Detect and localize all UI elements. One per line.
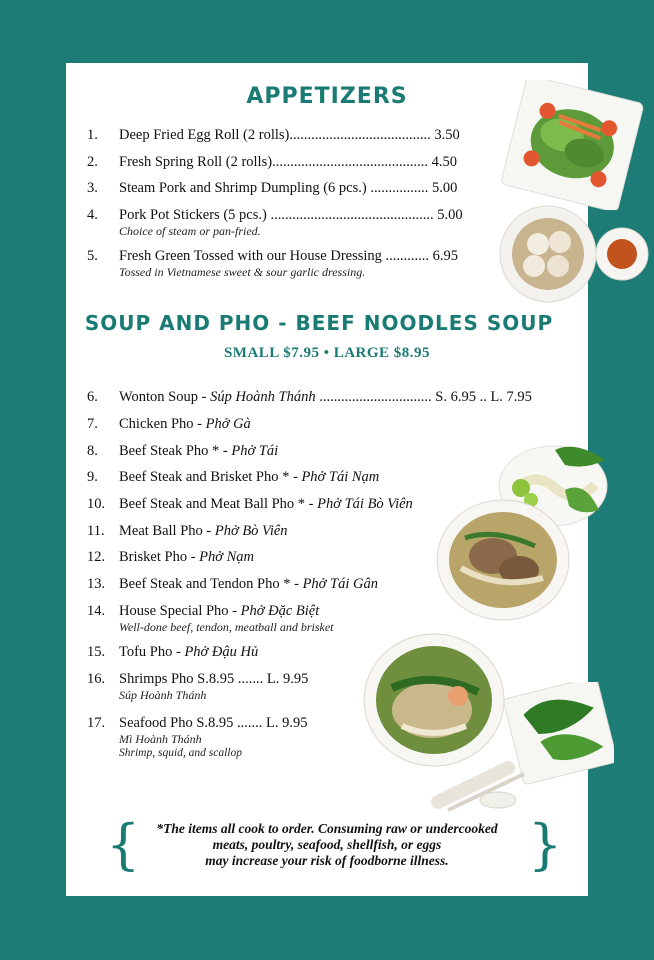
disclaimer-line: may increase your risk of foodborne illness. xyxy=(205,853,449,868)
item-leader: ............ xyxy=(385,248,430,264)
item-number: 13. xyxy=(87,576,106,592)
item-name: Tofu Pho - xyxy=(119,644,185,660)
item-number: 2. xyxy=(87,154,98,170)
appetizers-heading: APPETIZERS xyxy=(246,84,408,109)
item-note: Tossed in Vietnamese sweet & sour garlic dressing. xyxy=(119,265,366,279)
item-number: 17. xyxy=(87,715,106,731)
item-name: Meat Ball Pho - xyxy=(119,523,215,539)
item-number: 12. xyxy=(87,549,106,565)
item-name: Seafood Pho S.8.95 ....... L. 9.95 xyxy=(119,715,308,731)
item-name: Fresh Spring Roll (2 rolls) xyxy=(119,154,273,170)
item-viet-name: Phở Gà xyxy=(205,416,251,432)
item-name: Beef Steak and Tendon Pho * - xyxy=(119,576,303,592)
item-note-secondary: Shrimp, squid, and scallop xyxy=(119,747,242,759)
item-viet-name: Phở Đặc Biệt xyxy=(240,603,320,619)
item-viet-name: Phở Tái Bò Viên xyxy=(317,496,413,512)
right-brace-ornament: } xyxy=(528,813,563,876)
item-viet-name: Phở Đậu Hủ xyxy=(184,644,259,660)
item-name: Beef Steak Pho * - xyxy=(119,443,232,459)
item-name: Chicken Pho - xyxy=(119,416,206,432)
item-number: 10. xyxy=(87,496,106,512)
item-note: Well-done beef, tendon, meatball and brisket xyxy=(119,620,334,634)
item-leader: ....................................... xyxy=(289,127,431,143)
item-name: Beef Steak and Brisket Pho * - xyxy=(119,469,302,485)
item-number: 1. xyxy=(87,127,98,143)
item-number: 5. xyxy=(87,248,98,264)
item-name: Wonton Soup - xyxy=(119,389,211,405)
item-number: 15. xyxy=(87,644,106,660)
item-name: Brisket Pho - xyxy=(119,549,200,565)
item-name: Deep Fried Egg Roll (2 rolls) xyxy=(119,127,290,143)
item-number: 16. xyxy=(87,671,106,687)
item-leader: ................ xyxy=(370,180,429,196)
item-leader: ............................... xyxy=(315,389,432,405)
item-name: House Special Pho - xyxy=(119,603,241,619)
item-price: 5.00 xyxy=(431,180,458,196)
item-leader: ............................................. xyxy=(270,207,434,223)
item-number: 3. xyxy=(87,180,98,196)
disclaimer-line: *The items all cook to order. Consuming raw or undercooked xyxy=(156,821,498,836)
item-price: S. 6.95 .. L. 7.95 xyxy=(435,389,532,405)
food-safety-disclaimer xyxy=(66,821,588,869)
dumpling-bowl-photo xyxy=(494,204,654,312)
item-number: 6. xyxy=(87,389,98,405)
item-leader: ........................................... xyxy=(272,154,428,170)
salad-plate-photo xyxy=(500,80,646,210)
item-viet-name: Súp Hoành Thánh xyxy=(210,389,316,405)
item-number: 11. xyxy=(87,523,105,539)
disclaimer-line: meats, poultry, seafood, shellfish, or eggs xyxy=(212,837,442,852)
item-number: 8. xyxy=(87,443,98,459)
item-note: Súp Hoành Thánh xyxy=(119,688,207,702)
item-number: 14. xyxy=(87,603,106,619)
item-viet-name: Phở Nạm xyxy=(199,549,255,565)
item-number: 4. xyxy=(87,207,98,223)
item-note: Mì Hoành Thánh xyxy=(119,732,202,746)
pho-bowl-photo xyxy=(435,498,575,626)
item-price: 6.95 xyxy=(432,248,459,264)
item-viet-name: Phở Bò Viên xyxy=(214,523,288,539)
soup-price-subtitle: SMALL $7.95 • LARGE $8.95 xyxy=(223,345,431,361)
herb-plate-chopsticks-photo xyxy=(428,682,614,822)
item-price: 3.50 xyxy=(434,127,460,143)
left-brace-ornament: { xyxy=(106,813,141,876)
soup-heading: SOUP AND PHO - BEEF NOODLES SOUP xyxy=(84,311,554,335)
item-name: Fresh Green Tossed with our House Dressing xyxy=(119,248,382,264)
item-name: Pork Pot Stickers (5 pcs.) xyxy=(119,207,267,223)
item-name: Shrimps Pho S.8.95 ....... L. 9.95 xyxy=(119,671,309,687)
item-name: Beef Steak and Meat Ball Pho * - xyxy=(119,496,318,512)
item-viet-name: Phở Tái Nạm xyxy=(301,469,380,485)
item-number: 7. xyxy=(87,416,98,432)
item-name: Steam Pork and Shrimp Dumpling (6 pcs.) xyxy=(119,180,367,196)
item-price: 5.00 xyxy=(437,207,463,223)
item-note: Choice of steam or pan-fried. xyxy=(119,224,261,238)
item-viet-name: Phở Tái xyxy=(231,443,279,459)
item-viet-name: Phở Tái Gân xyxy=(302,576,378,592)
item-price: 4.50 xyxy=(431,154,457,170)
item-number: 9. xyxy=(87,469,98,485)
